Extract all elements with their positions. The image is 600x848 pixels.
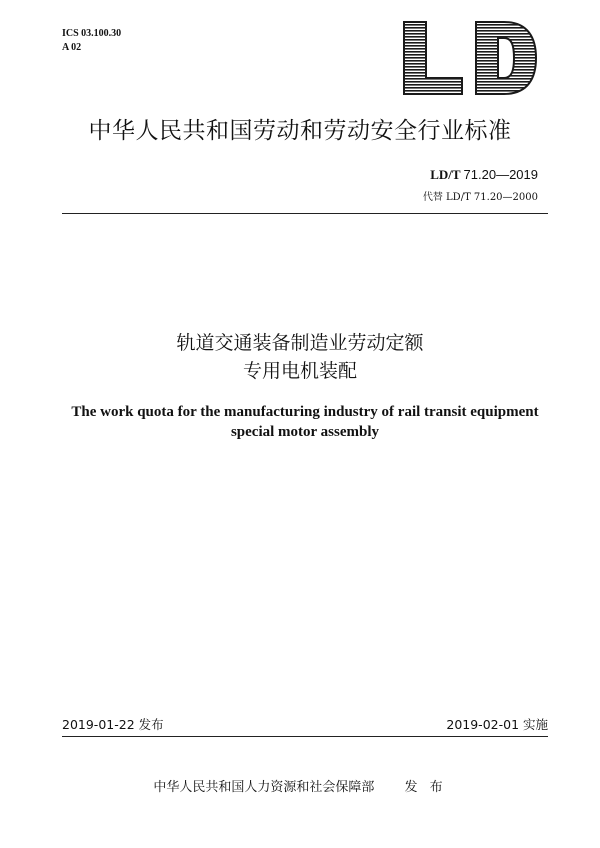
chinese-title-line2: 专用电机装配	[242, 360, 357, 382]
english-title-line1: The work quota for the manufacturing industry of rail transit equipment	[71, 404, 539, 420]
replaces-standard: 代替 LD/T 71.20—2000	[422, 192, 538, 203]
ics-code: ICS 03.100.30	[62, 28, 122, 39]
implementation-date: 2019-02-01 实施	[446, 717, 548, 732]
standard-number-value: 71.20—2019	[463, 167, 538, 182]
standard-category-title: 中华人民共和国劳动和劳动安全行业标准	[88, 118, 512, 144]
logo-letter-l	[404, 22, 462, 94]
ccs-code: A 02	[62, 42, 82, 53]
standard-prefix: LD/T	[430, 167, 461, 182]
issuer-label: 发 布	[404, 780, 447, 795]
ld-logo	[400, 18, 540, 98]
top-divider	[62, 213, 548, 214]
issue-date: 2019-01-22 发布	[62, 717, 164, 732]
issuer	[0, 776, 600, 795]
classification-codes	[62, 27, 121, 55]
bottom-divider	[62, 736, 548, 737]
issuer-name: 中华人民共和国人力资源和社会保障部	[153, 780, 375, 795]
english-title-line2: special motor assembly	[230, 424, 380, 440]
logo-letter-d	[476, 22, 536, 94]
chinese-title-line1: 轨道交通装备制造业劳动定额	[176, 332, 424, 354]
standard-number	[430, 167, 538, 183]
